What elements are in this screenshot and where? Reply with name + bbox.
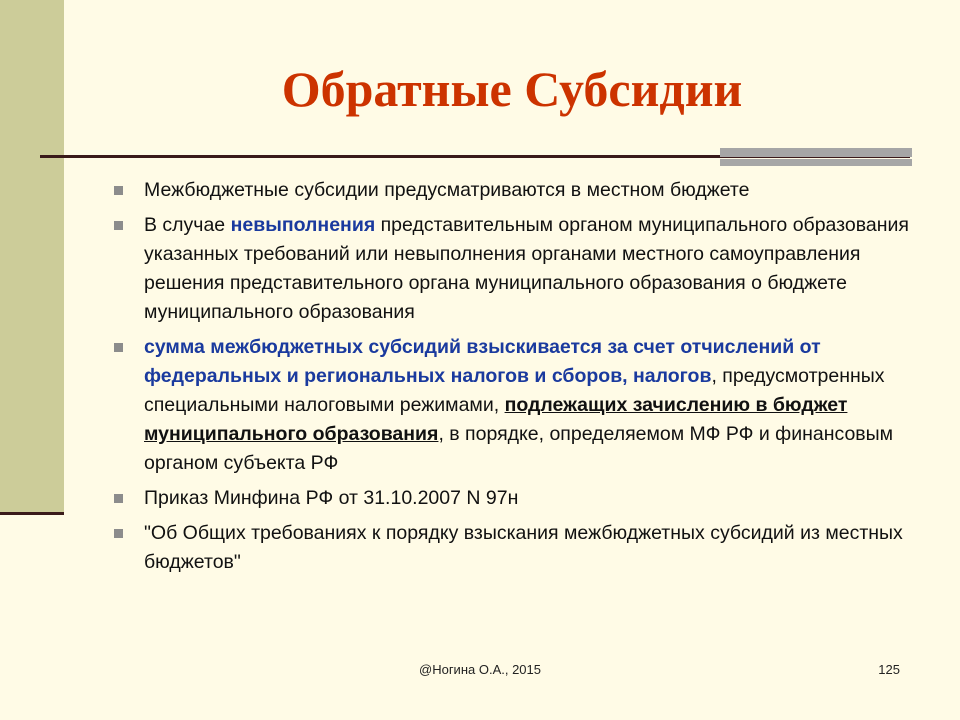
square-bullet-icon — [114, 221, 123, 230]
square-bullet-icon — [114, 529, 123, 538]
bullet-item — [112, 484, 912, 513]
page-number: 125 — [878, 662, 900, 677]
side-rule-decoration — [0, 512, 64, 515]
bullet-list — [112, 176, 912, 583]
bullet-text: Приказ Минфина РФ от 31.10.2007 N 97н — [144, 487, 519, 509]
title-accent-bar — [720, 148, 912, 157]
bullet-item — [112, 333, 912, 478]
bullet-text: Межбюджетные субсидии предусматриваются в местном бюджете — [144, 179, 750, 201]
bullet-text: "Об Общих требованиях к порядку взыскания межбюджетных субсидий из местных бюджетов" — [144, 522, 903, 573]
footer-author: @Ногина О.А., 2015 — [419, 662, 541, 677]
bullet-underlined: подлежащих зачислению в бюджет муниципального образования — [144, 394, 848, 445]
bullet-item — [112, 211, 912, 327]
side-band-decoration — [0, 0, 64, 512]
bullet-item — [112, 176, 912, 205]
square-bullet-icon — [114, 494, 123, 503]
square-bullet-icon — [114, 186, 123, 195]
bullet-mid: , предусмотренных специальными налоговыми режимами, — [144, 365, 885, 416]
bullet-rest: представительным органом муниципального образования указанных требований или невыполнения органами местного самоуправления решения представительного органа муниципального образования о бюджете муниципального образования — [144, 214, 909, 323]
title-accent-bar-lower — [720, 159, 912, 166]
bullet-highlight: невыполнения — [230, 214, 376, 236]
bullet-prefix: В случае — [144, 214, 231, 236]
square-bullet-icon — [114, 343, 123, 352]
bullet-item — [112, 519, 912, 577]
bullet-rest: , в порядке, определяемом МФ РФ и финансовым органом субъекта РФ — [144, 423, 894, 474]
bullet-highlight: сумма межбюджетных субсидий взыскивается за счет отчислений от федеральных и региональных налогов и сборов, налогов — [144, 336, 821, 387]
slide-title: Обратные Субсидии — [281, 61, 743, 117]
